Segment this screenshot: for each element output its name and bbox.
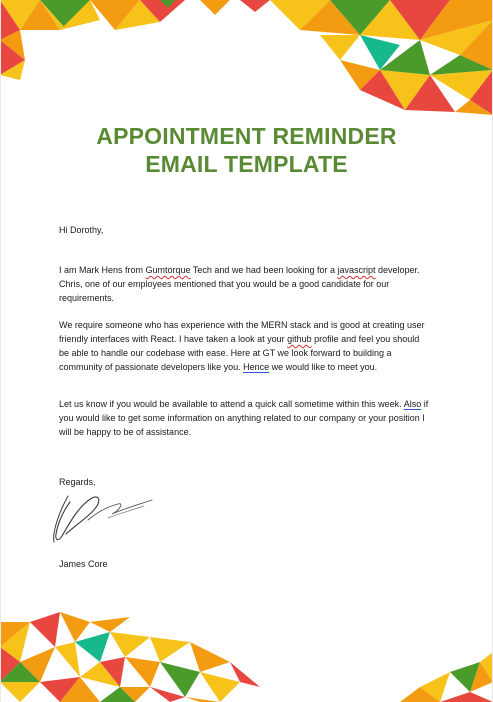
para1-text-c: Tech and we had been looking for a (190, 265, 338, 275)
para2-text-c: profile and feel you should be able to handle our codebase with ease. Here at GT we look forward to building a community of passionate developers like you. (59, 334, 420, 372)
para1-spellcheck-word-2: javascript (337, 265, 376, 275)
closing: Regards, (59, 477, 96, 487)
para1-text-a: I am Mark Hens from (59, 265, 146, 275)
para3-grammar-word: Also (403, 399, 422, 409)
para3-text-a: Let us know if you would be available to attend a quick call sometime within this week. (59, 399, 404, 409)
para1-text-e: developer. Chris, one of our employees mentioned that you would be a good candidate for our requirements. (59, 265, 420, 303)
para3-text-c: if you would like to get some information on anything related to our company or your position I will be happy to be of assistance. (59, 399, 429, 437)
bottom-triangle-decoration (0, 602, 493, 702)
paragraph-requirements (59, 318, 431, 374)
greeting: Hi Dorothy, (59, 225, 104, 235)
para2-text-a: We require someone who has experience with the MERN stack and is good at creating user friendly interfaces with React. I have taken a look at your (59, 320, 425, 344)
document-title (0, 122, 493, 178)
top-triangle-decoration (0, 0, 493, 120)
paragraph-call-to-action (59, 397, 431, 439)
sender-name: James Core (59, 559, 108, 569)
para1-spellcheck-word: Gumtorque (145, 265, 191, 275)
para2-spellcheck-word: github (287, 334, 312, 344)
paragraph-intro (59, 263, 431, 305)
para2-text-e: we would like to meet you. (269, 362, 378, 372)
title-line-2: EMAIL TEMPLATE (145, 151, 348, 177)
para2-grammar-word: Hence (243, 362, 270, 372)
title-line-1: APPOINTMENT REMINDER (96, 123, 397, 149)
handwritten-signature (48, 484, 158, 549)
